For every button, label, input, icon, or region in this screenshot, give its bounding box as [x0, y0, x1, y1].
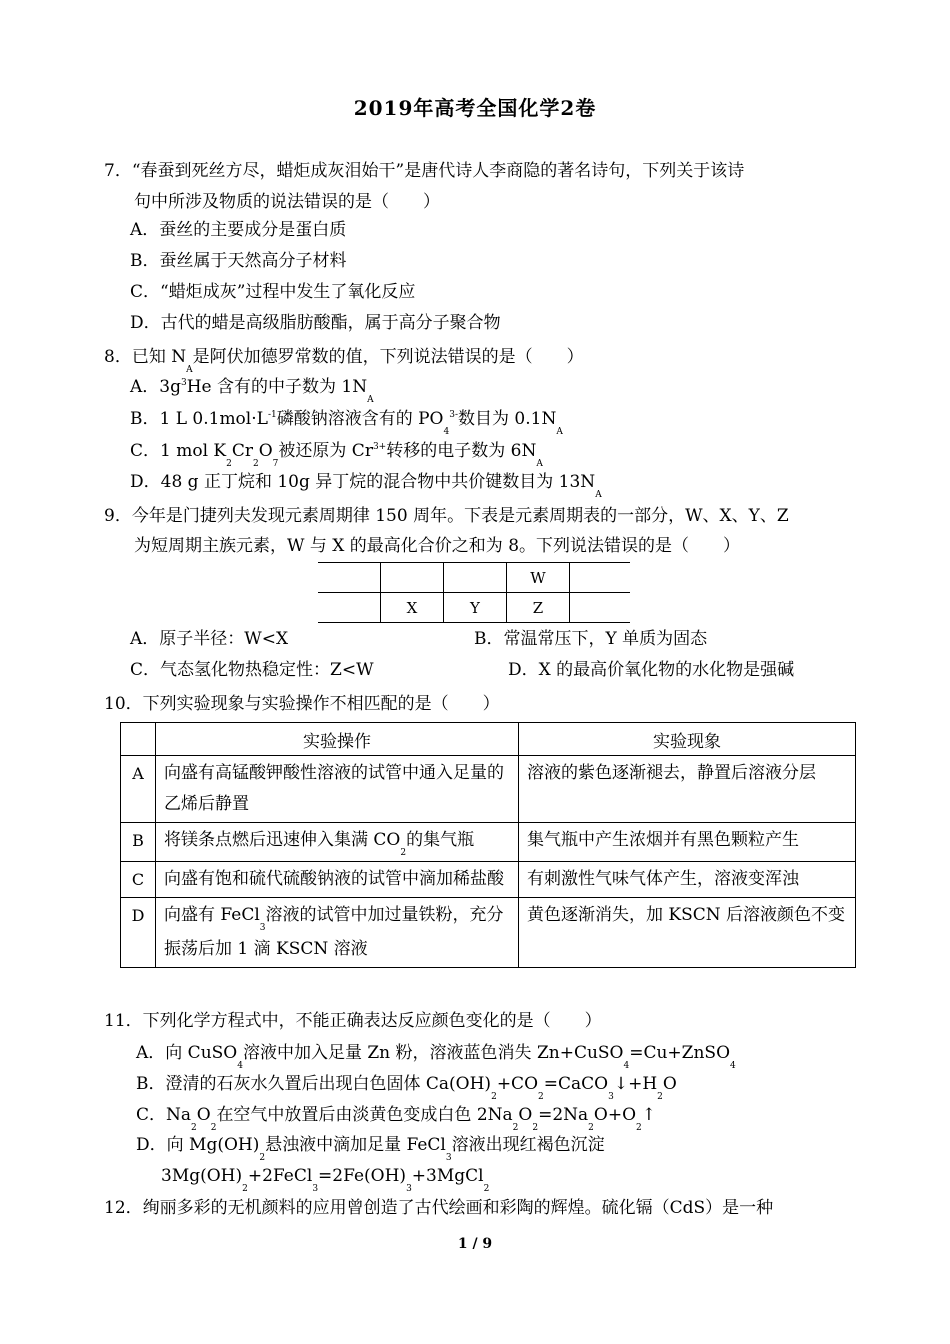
q9-stem-line1: 9．今年是门捷列夫发现元素周期律 150 周年。下表是元素周期表的一部分，W、X、Y、Z: [104, 506, 789, 526]
pt-cell: [318, 563, 381, 593]
q7-option-a: A．蚕丝的主要成分是蛋白质: [130, 220, 347, 240]
q9-option-c: C．气态氢化物热稳定性：Z<W: [130, 660, 374, 680]
phenomenon-cell: 有刺激性气味气体产生，溶液变浑浊: [519, 862, 856, 898]
table-header: [121, 723, 156, 756]
pt-cell: [570, 593, 631, 623]
q9-stem-line2: 为短周期主族元素，W 与 X 的最高化合价之和为 8。下列说法错误的是（ ）: [134, 536, 741, 556]
q8-option-a: A．$3g^3He$ 含有的中子数为 $1N_A$: [130, 377, 374, 405]
table-header-row: [121, 723, 856, 756]
q7-option-c: C．“蜡炬成灰”过程中发生了氧化反应: [130, 282, 416, 302]
periodic-row-2: [318, 593, 630, 623]
pt-cell: [444, 563, 507, 593]
phenomenon-cell: 集气瓶中产生浓烟并有黑色颗粒产生: [519, 823, 856, 862]
row-label: C: [121, 862, 156, 898]
q9-option-d: D．X 的最高价氧化物的水化物是强碱: [508, 660, 795, 680]
q7-option-d: D．古代的蜡是高级脂肪酸酯，属于高分子聚合物: [130, 313, 501, 333]
row-label: B: [121, 823, 156, 862]
table-header: 实验操作: [156, 723, 519, 756]
pt-cell-y: Y: [444, 593, 507, 623]
q11-option-b: B．澄清的石灰水久置后出现白色固体 $Ca(OH)_2+CO_2=CaCO_3↓+H_2O$: [136, 1074, 677, 1102]
page-number: 1 / 9: [457, 1236, 493, 1252]
q8-option-c: C．1 mol $K_2Cr_2O_7$被还原为 $Cr^{3+}$转移的电子数为 $6N_A$: [130, 441, 543, 469]
phenomenon-cell: 黄色逐渐消失，加 KSCN 后溶液颜色不变: [519, 898, 856, 968]
q8-option-d: D．48 g 正丁烷和 10g 异丁烷的混合物中共价键数目为 $13N_A$: [130, 472, 602, 500]
q11-stem: 11．下列化学方程式中，不能正确表达反应颜色变化的是（ ）: [104, 1011, 602, 1031]
q11-option-c: C．$Na_2O_2$在空气中放置后由淡黄色变成白色 $2Na_2O_2=2Na_2O+O_2↑$: [136, 1105, 656, 1133]
row-label: D: [121, 898, 156, 968]
pt-cell: [318, 593, 381, 623]
pt-cell-x: X: [381, 593, 444, 623]
table-row: [121, 898, 856, 968]
table-row: [121, 823, 856, 862]
operation-cell: 向盛有饱和硫代硫酸钠液的试管中滴加稀盐酸: [156, 862, 519, 898]
operation-cell: 向盛有 FeCl$_3$溶液的试管中加过量铁粉，充分振荡后加 1 滴 KSCN 溶液: [156, 898, 519, 968]
q8-stem: 8．已知 $N_A$是阿伏加德罗常数的值，下列说法错误的是（ ）: [104, 347, 584, 375]
table-row: [121, 862, 856, 898]
pt-cell: [570, 563, 631, 593]
q9-option-a: A．原子半径：W<X: [130, 629, 289, 649]
pt-cell-z: Z: [507, 593, 570, 623]
q7-stem-line2: 句中所涉及物质的说法错误的是（ ）: [134, 192, 440, 212]
q8-option-b: B．1 L $0.1mol\cdot L^{-1}$磷酸钠溶液含有的 $PO_4^{3-}$数目为 $0.1N_A$: [130, 409, 563, 437]
periodic-row-1: [318, 563, 630, 593]
phenomenon-cell: 溶液的紫色逐渐褪去，静置后溶液分层: [519, 756, 856, 823]
table-header: 实验现象: [519, 723, 856, 756]
q11-option-d-line1: D．向 $Mg(OH)_2$悬浊液中滴加足量 FeCl$_3$溶液出现红褐色沉淀: [136, 1135, 605, 1163]
q7-option-b: B．蚕丝属于天然高分子材料: [130, 251, 347, 271]
pt-cell-w: W: [507, 563, 570, 593]
q12-stem-line1: 12．绚丽多彩的无机颜料的应用曾创造了古代绘画和彩陶的辉煌。硫化镉（CdS）是一种: [104, 1198, 774, 1218]
q11-option-d-line2: $3Mg(OH)_2+2FeCl_3=2Fe(OH)_3+3MgCl_2$: [161, 1166, 490, 1194]
q7-stem-line1: 7．“春蚕到死丝方尽，蜡炬成灰泪始干”是唐代诗人李商隐的著名诗句，下列关于该诗: [104, 161, 745, 181]
pt-cell: [381, 563, 444, 593]
q10-stem: 10．下列实验现象与实验操作不相匹配的是（ ）: [104, 694, 500, 714]
operation-cell: 将镁条点燃后迅速伸入集满 $CO_2$的集气瓶: [156, 823, 519, 862]
row-label: A: [121, 756, 156, 823]
table-row: [121, 756, 856, 823]
operation-cell: 向盛有高锰酸钾酸性溶液的试管中通入足量的乙烯后静置: [156, 756, 519, 823]
page-title: 2019年高考全国化学2卷: [353, 96, 597, 120]
q11-option-a: A．向 CuSO$_4$溶液中加入足量 Zn 粉，溶液蓝色消失 Zn+CuSO$_4$=Cu+ZnSO$_4$: [136, 1043, 736, 1071]
q9-option-b: B．常温常压下，Y 单质为固态: [474, 629, 708, 649]
periodic-table-fragment: [318, 562, 630, 623]
experiment-table: [120, 722, 856, 968]
